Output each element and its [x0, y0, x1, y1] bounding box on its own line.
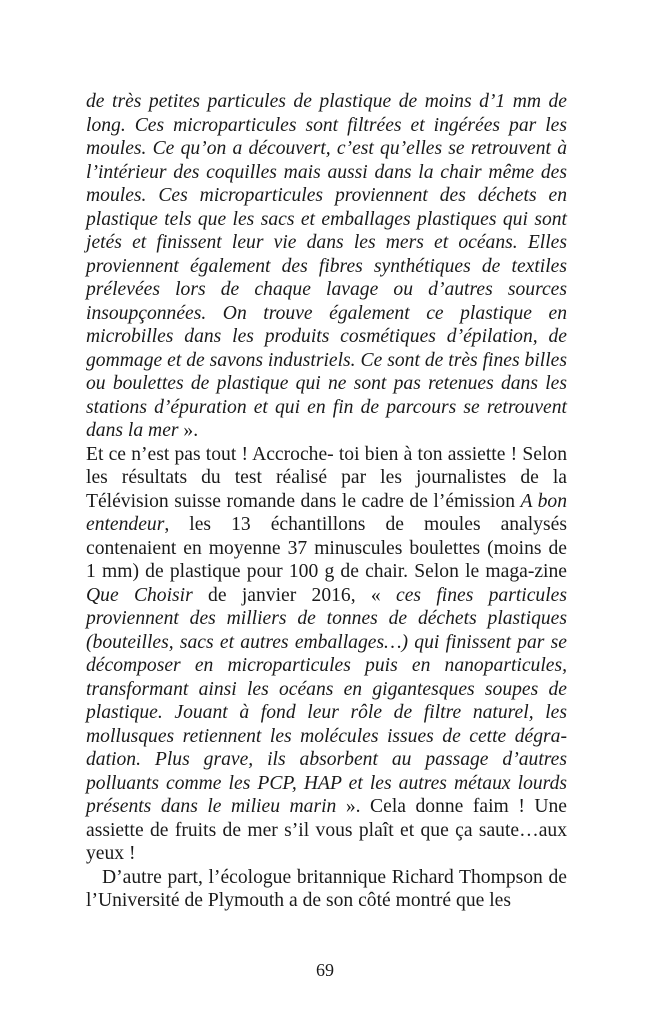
- paragraph-mussel-test: [86, 443, 567, 866]
- magazine-quote: ces fines particules proviennent des milliers de tonnes de déchets plastiques (bouteilles, sacs et autres emballages…) qui finissent par se décomposer en microparticules puis en nanoparticules, transformant ainsi les océans en gigantesques soupes de plastique. Jouant à fond leur rôle de filtre naturel, les mollusques retiennent les molécules issues de cette dégra-dation. Plus grave, ils absorbent au passage d’autres polluants comme les PCP, HAP et les autres métaux lourds présents dans le milieu marin: [86, 584, 567, 817]
- quoted-text: de très petites particules de plastique de moins d’1 mm de long. Ces microparticules sont filtrées et ingérées par les moules. Ce qu’on a découvert, c’est qu’elles se retrouvent à l’intérieur des coquilles mais aussi dans la chair même des moules. Ces microparticules proviennent des déchets en plastique tels que les sacs et emballages plastiques qui sont jetés et finissent leur vie dans les mers et océans. Elles proviennent également des fibres synthétiques de textiles prélevées lors de chaque lavage ou d’autres sources insoupçonnées. On trouve également ce plastique en microbilles dans les produits cosmétiques d’épilation, de gommage et de savons industriels. Ce sont de très fines billes ou boulettes de plastique qui ne sont pas retenues dans les stations d’épuration et qui en fin de parcours se retrouvent dans la mer: [86, 91, 567, 441]
- magazine-title: Que Choisir: [86, 584, 193, 606]
- paragraph-text: Et ce n’est pas tout ! Accroche- toi bien à ton assiette ! Selon les résultats du test réalisé par les journalistes de la Télévision suisse romande dans le cadre de l’émission: [86, 443, 567, 512]
- paragraph-thompson: D’autre part, l’écologue britannique Richard Thompson de l’Université de Plymouth a de son côté montré que les: [86, 866, 567, 911]
- page-body: [86, 90, 567, 913]
- paragraph-text: de janvier 2016, «: [192, 584, 397, 606]
- quote-close: ».: [178, 420, 199, 441]
- show-title: A bon entendeur: [86, 490, 568, 535]
- quoted-paragraph: [86, 90, 567, 443]
- paragraph-text: ». Cela donne faim ! Une assiette de fruits de mer s’il vous plaît et que ça saute…aux yeux !: [86, 796, 568, 864]
- page-number: 69: [316, 960, 334, 980]
- paragraph-text: , les 13 échantillons de moules analysés contenaient en moyenne 37 minuscules boulettes (moins de 1 mm) de plastique pour 100 g de chair. Selon le maga-zine: [86, 514, 567, 582]
